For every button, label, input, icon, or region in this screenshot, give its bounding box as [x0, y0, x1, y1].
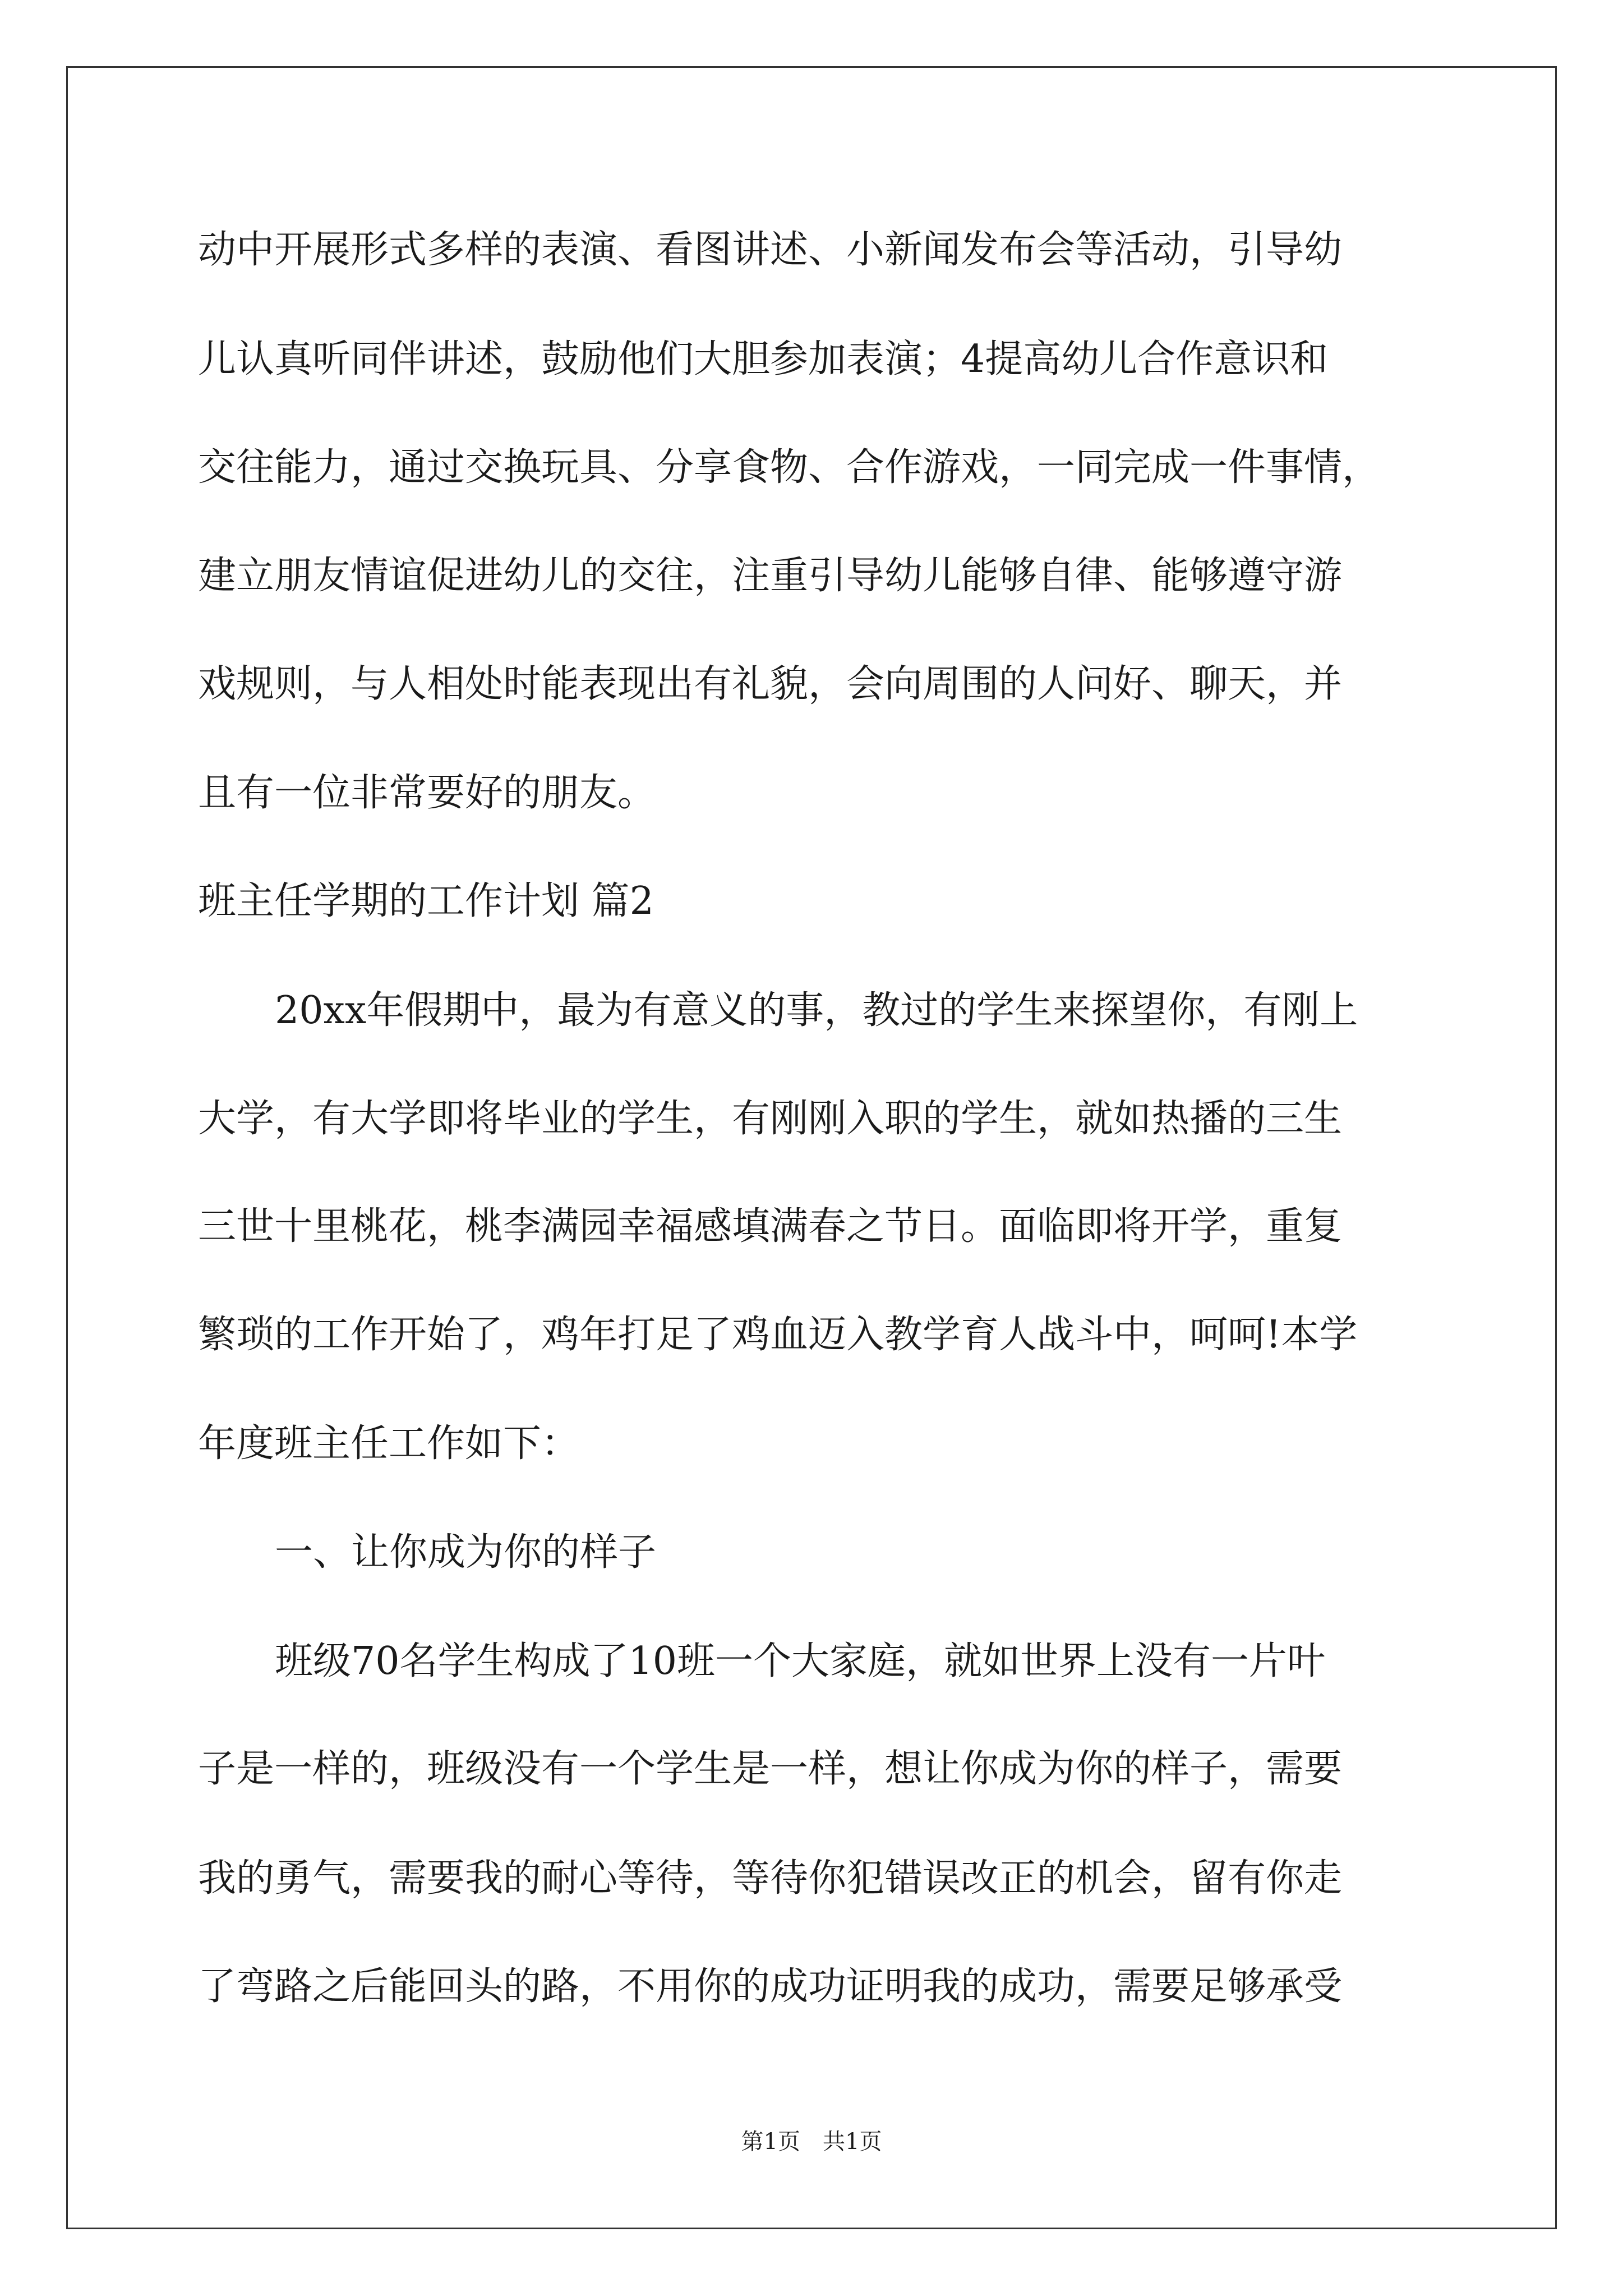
section-heading: 班主任学期的工作计划 篇2 [198, 879, 654, 923]
subsection-heading: 一、让你成为你的样子 [275, 1530, 657, 1575]
paragraph-line: 20xx年假期中，最为有意义的事，教过的学生来探望你，有刚上 [275, 988, 1358, 1033]
paragraph-line: 儿认真听同伴讲述，鼓励他们大胆参加表演；4提高幼儿合作意识和 [198, 337, 1329, 381]
page-border [66, 66, 1557, 2229]
paragraph-line: 交往能力，通过交换玩具、分享食物、合作游戏，一同完成一件事情， [198, 445, 1381, 490]
paragraph-line: 繁琐的工作开始了，鸡年打足了鸡血迈入教学育人战斗中，呵呵!本学 [198, 1313, 1358, 1357]
paragraph-line: 我的勇气，需要我的耐心等待，等待你犯错误改正的机会，留有你走 [198, 1856, 1343, 1901]
page-footer: 第1页 共1页 [741, 2129, 882, 2155]
paragraph-line: 班级70名学生构成了10班一个大家庭，就如世界上没有一片叶 [275, 1639, 1326, 1683]
paragraph-line: 三世十里桃花，桃李满园幸福感填满春之节日。面临即将开学，重复 [198, 1204, 1343, 1249]
paragraph-line: 且有一位非常要好的朋友。 [198, 771, 656, 815]
paragraph-line: 戏规则，与人相处时能表现出有礼貌，会向周围的人问好、聊天，并 [198, 662, 1343, 706]
paragraph-line: 子是一样的，班级没有一个学生是一样，想让你成为你的样子，需要 [198, 1747, 1343, 1791]
paragraph-line: 了弯路之后能回头的路，不用你的成功证明我的成功，需要足够承受 [198, 1964, 1343, 2009]
paragraph-line: 年度班主任工作如下： [198, 1421, 580, 1466]
paragraph-line: 建立朋友情谊促进幼儿的交往，注重引导幼儿能够自律、能够遵守游 [198, 554, 1343, 598]
paragraph-line: 动中开展形式多样的表演、看图讲述、小新闻发布会等活动，引导幼 [198, 228, 1343, 272]
paragraph-line: 大学，有大学即将毕业的学生，有刚刚入职的学生，就如热播的三生 [198, 1097, 1343, 1141]
